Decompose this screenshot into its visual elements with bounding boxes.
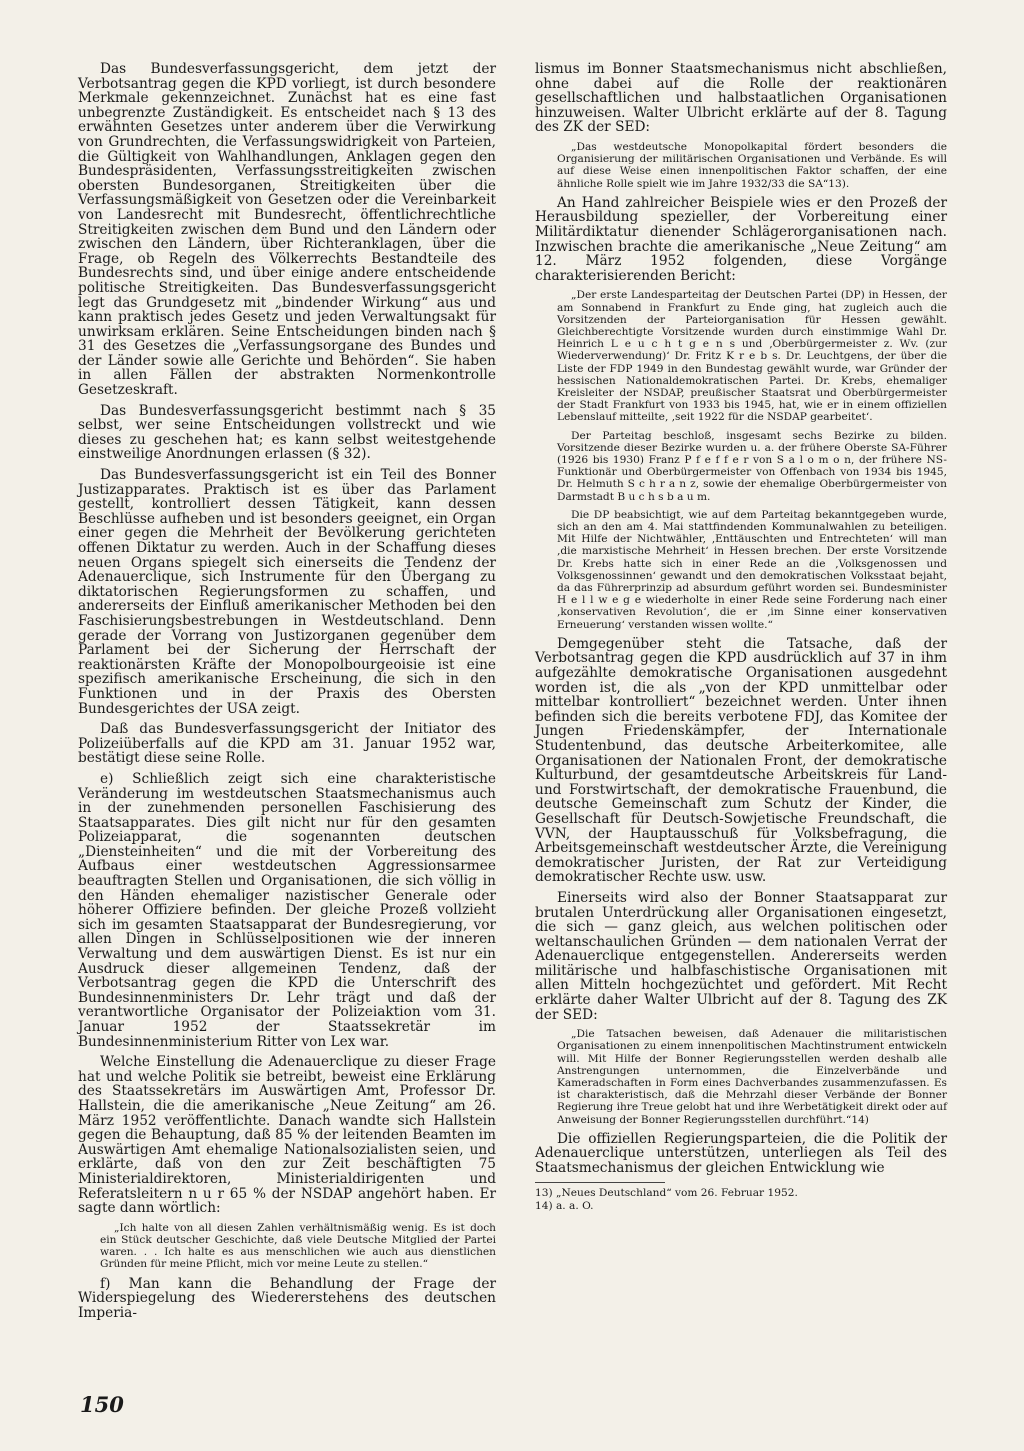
footnote: 14) a. a. O. [535, 1199, 594, 1212]
paragraph: f) Man kann die Behandlung der Frage der Widerspiegelung des Wiedererstehens des deutschen Imperia- [78, 1275, 496, 1321]
block-quote: Der Parteitag beschloß, insgesamt sechs Bezirke zu bilden. Vorsitzende dieser Bezirke wurden u. a. der frühere Oberste SA-Führer (1926 bis 1930) Franz P f e f f e r von S a l o m o n, der frühere NS-Funktionär und Oberbürgermeister von Offenbach von 1934 bis 1945, Dr. Helmuth S c h r a n z, sowie der ehemalige Oberbürgermeister von Darmstadt B u c h s b a u m. [557, 429, 947, 503]
paragraph: Welche Einstellung die Adenauerclique zu dieser Frage hat und welche Politik sie betreibt, beweist eine Erklärung des Staatssekretärs im Auswärtigen Amt, Professor Dr. Hallstein, die die amerikanische „Neue Zeitung“ am 26. März 1952 veröffentlichte. Danach wandte sich Hallstein gegen die Behauptung, daß 85 % der leitenden Beamten im Auswärtigen Amt ehemalige Nationalsozialisten seien, und erklärte, daß von den zur Zeit beschäftigten 75 Ministerialdirektoren, Ministerialdirigenten und Referatsleitern n u r 65 % der NSDAP angehört haben. Er sagte dann wörtlich: [78, 1054, 496, 1217]
paragraph: Das Bundesverfassungsgericht, dem jetzt der Verbotsantrag gegen die KPD vorliegt, ist durch besondere Merkmale gekennzeichnet. Zunächst hat es eine fast unbegrenzte Zuständigkeit. Es entscheidet nach § 13 des erwähnten Gesetzes unter anderem über die Verwirkung von Grundrechten, die Verfassungswidrigkeit von Parteien, die Gültigkeit von Wahlhandlungen, Anklagen gegen den Bundespräsidenten, Verfassungsstreitigkeiten zwischen obersten Bundesorganen, Streitigkeiten über die Verfassungsmäßigkeit von Gesetzen oder die Vereinbarkeit von Landesrecht mit Bundesrecht, öffentlichrechtliche Streitigkeiten zwischen dem Bund und den Ländern oder zwischen den Ländern, über Richteranklagen, über die Frage, ob Regeln des Völkerrechts Bestandteile des Bundesrechts sind, und über einige andere entscheidende politische Streitigkeiten. Das Bundesverfassungsgericht legt das Grundgesetz mit „bindender Wirkung“ aus und kann praktisch jedes Gesetz und jeden Verwaltungsakt für unwirksam erklären. Seine Entscheidungen binden nach § 31 des Gesetzes die „Verfassungsorgane des Bundes und der Länder sowie alle Gerichte und Behörden“. Sie haben in allen Fällen der abstrakten Normenkontrolle Gesetzeskraft. [78, 61, 496, 399]
footnote: 13) „Neues Deutschland“ vom 26. Februar 1952. [535, 1186, 798, 1199]
paragraph: Das Bundesverfassungsgericht ist ein Teil des Bonner Justizapparates. Praktisch ist es über das Parlament gestellt, kontrolliert dessen Tätigkeit, kann dessen Beschlüsse aufheben und ist besonders geeignet, ein Organ einer gegen die Mehrheit der Bevölkerung gerichteten offenen Diktatur zu werden. Auch in der Schaffung dieses neuen Organs spiegelt sich einerseits die Tendenz der Adenauerclique, sich Instrumente für den Übergang zu diktatorischen Regierungsformen zu schaffen, und andererseits der Einfluß amerikanischer Methoden bei den Faschisierungsbestrebungen in Westdeutschland. Denn gerade der Vorrang von Justizorganen gegenüber dem Parlament bei der Sicherung der Herrschaft der reaktionärsten Kräfte der Monopolbourgeoisie ist eine spezifisch amerikanische Erscheinung, die sich in den Funktionen und in der Praxis des Obersten Bundesgerichtes der USA zeigt. [78, 467, 496, 717]
block-quote: „Die Tatsachen beweisen, daß Adenauer die militaristischen Organisationen zu einem innenpolitischen Machtinstrument entwickeln will. Mit Hilfe der Bonner Regierungsstellen werden deshalb alle Anstrengungen unternommen, die Einzelverbände und Kameradschaften in Form eines Dachverbandes zusammenzufassen. Es ist charakteristisch, daß die Mehrzahl dieser Verbände der Bonner Regierung ihre Treue gelobt hat und ihre Werbetätigkeit direkt oder auf Anweisung der Bonner Regierungsstellen durchführt.“14) [557, 1028, 947, 1126]
footnote-divider [535, 1182, 665, 1183]
page-number: 150 [80, 1392, 124, 1417]
paragraph: Daß das Bundesverfassungsgericht der Initiator des Polizeiüberfalls auf die KPD am 31. Januar 1952 war, bestätigt diese seine Rolle. [78, 721, 496, 767]
block-quote: Die DP beabsichtigt, wie auf dem Parteitag bekanntgegeben wurde, sich an den am 4. Mai stattfindenden Kommunalwahlen zu beteiligen. Mit Hilfe der Nichtwähler, ‚Enttäuschten und Entrechteten‘ will man ‚die marxistische Mehrheit‘ in Hessen brechen. Der erste Vorsitzende Dr. Krebs hatte sich in einer Rede an die ‚Volksgenossen und Volksgenossinnen‘ gewandt und den demokratischen Volksstaat bejaht, da das Führerprinzip ad absurdum geführt worden sei. Bundesminister H e l l w e g e wiederholte in einer Rede seine Forderung nach einer ‚konservativen Revolution‘, die er ‚im Sinne einer konservativen Erneuerung‘ verstanden wissen wollte.“ [557, 508, 947, 631]
paragraph: Das Bundesverfassungsgericht bestimmt nach § 35 selbst, wer seine Entscheidungen vollstreckt und wie dieses zu geschehen hat; es kann selbst weitestgehende einstweilige Anordnungen erlassen (§ 32). [78, 402, 496, 463]
paragraph: e) Schließlich zeigt sich eine charakteristische Veränderung im westdeutschen Staatsmechanismus auch in der zunehmenden personellen Faschisierung des Staatsapparates. Dies gilt nicht nur für den gesamten Polizeiapparat, die sogenannten deutschen „Diensteinheiten“ und die mit der Vorbereitung des Aufbaus einer westdeutschen Aggressionsarmee beauftragten Stellen und Organisationen, die sich völlig in den Händen ehemaliger nazistischer Generale oder höherer Offiziere befinden. Der gleiche Prozeß vollzieht sich im gesamten Staatsapparat der Bundesregierung, vor allen Dingen in Schlüsselpositionen wie der inneren Verwaltung und dem auswärtigen Dienst. Es ist nur ein Ausdruck dieser allgemeinen Tendenz, daß der Verbotsantrag gegen die KPD die Unterschrift des Bundesinnenministers Dr. Lehr trägt und daß der verantwortliche Organisator der Polizeiaktion vom 31. Januar 1952 der Staatssekretär im Bundesinnenministerium Ritter von Lex war. [78, 770, 496, 1050]
block-quote: „Das westdeutsche Monopolkapital fördert besonders die Organisierung der militärischen Organisationen und Verbände. Es will auf diese Weise einen innenpolitischen Faktor schaffen, der eine ähnliche Rolle spielt wie im Jahre 1932/33 die SA“13). [557, 140, 947, 190]
left-column [78, 62, 496, 1326]
right-column [535, 62, 947, 1213]
block-quote: „Ich halte von all diesen Zahlen verhältnismäßig wenig. Es ist doch ein Stück deutscher Geschichte, daß viele Deutsche Mitglied der Partei waren. . . Ich halte es aus menschlichen wie auch aus dienstlichen Gründen für meine Pflicht, mich vor meine Leute zu stellen.“ [100, 1221, 496, 1271]
paragraph: Demgegenüber steht die Tatsache, daß der Verbotsantrag gegen die KPD ausdrücklich auf 37 in ihm aufgezählte demokratische Organisationen ausgedehnt worden ist, die als „von der KPD unmittelbar oder mittelbar kontrolliert“ bezeichnet werden. Unter ihnen befinden sich die bereits verbotene FDJ, das Komitee der Jungen Friedenskämpfer, der Internationale Studentenbund, das deutsche Arbeiterkomitee, alle Organisationen der Nationalen Front, der demokratische Kulturbund, der gesamtdeutsche Arbeitskreis für Land- und Forstwirtschaft, der demokratische Frauenbund, die deutsche Gemeinschaft zum Schutz der Kinder, die Gesellschaft für Deutsch-Sowjetische Freundschaft, die VVN, der Hauptausschuß für Volksbefragung, die Arbeitsgemeinschaft westdeutscher Ärzte, die Vereinigung demokratischer Juristen, der Rat zur Verteidigung demokratischer Rechte usw. usw. [535, 635, 947, 886]
paragraph: An Hand zahlreicher Beispiele wies er den Prozeß der Herausbildung spezieller, der Vorbereitung einer Militärdiktatur dienender Schlägerorganisationen nach. Inzwischen brachte die amerikanische „Neue Zeitung“ am 12. März 1952 folgenden, diese Vorgänge charakterisierenden Bericht: [535, 194, 947, 284]
paragraph-continuation: lismus im Bonner Staatsmechanismus nicht abschließen, ohne dabei auf die Rolle der reaktionären gesellschaftlichen und halbstaatlichen Organisationen hinzuweisen. Walter Ulbricht erklärte auf der 8. Tagung des ZK der SED: [535, 61, 947, 136]
paragraph: Einerseits wird also der Bonner Staatsapparat zur brutalen Unterdrückung aller Organisationen eingesetzt, die sich — ganz gleich, aus welchen politischen oder weltanschaulichen Gründen — dem nationalen Verrat der Adenauerclique entgegenstellen. Andererseits werden militärische und halbfaschistische Organisationen mit allen Mitteln hochgezüchtet und gefördert. Mit Recht erklärte daher Walter Ulbricht auf der 8. Tagung des ZK der SED: [535, 889, 947, 1023]
paragraph: Die offiziellen Regierungsparteien, die die Politik der Adenauerclique unterstützen, unterliegen als Teil des Staatsmechanismus der gleichen Entwicklung wie [535, 1130, 947, 1177]
block-quote: „Der erste Landesparteitag der Deutschen Partei (DP) in Hessen, der am Sonnabend in Frankfurt zu Ende ging, hat zugleich auch die Vorsitzenden der Parteiorganisation für Hessen gewählt. Gleichberechtigte Vorsitzende wurden durch einstimmige Wahl Dr. Heinrich L e u c h t g e n s und ‚Oberbürgermeister z. Wv. (zur Wiederverwendung)‘ Dr. Fritz K r e b s. Dr. Leuchtgens, der über die Liste der FDP 1949 in den Bundestag gewählt wurde, war Gründer der hessischen Nationaldemokratischen Partei. Dr. Krebs, ehemaliger Kreisleiter der NSDAP, preußischer Staatsrat und Oberbürgermeister der Stadt Frankfurt von 1933 bis 1945, hat, wie er in einem offiziellen Lebenslauf mitteilte, ‚seit 1922 für die NSDAP gearbeitet‘. [557, 289, 947, 424]
